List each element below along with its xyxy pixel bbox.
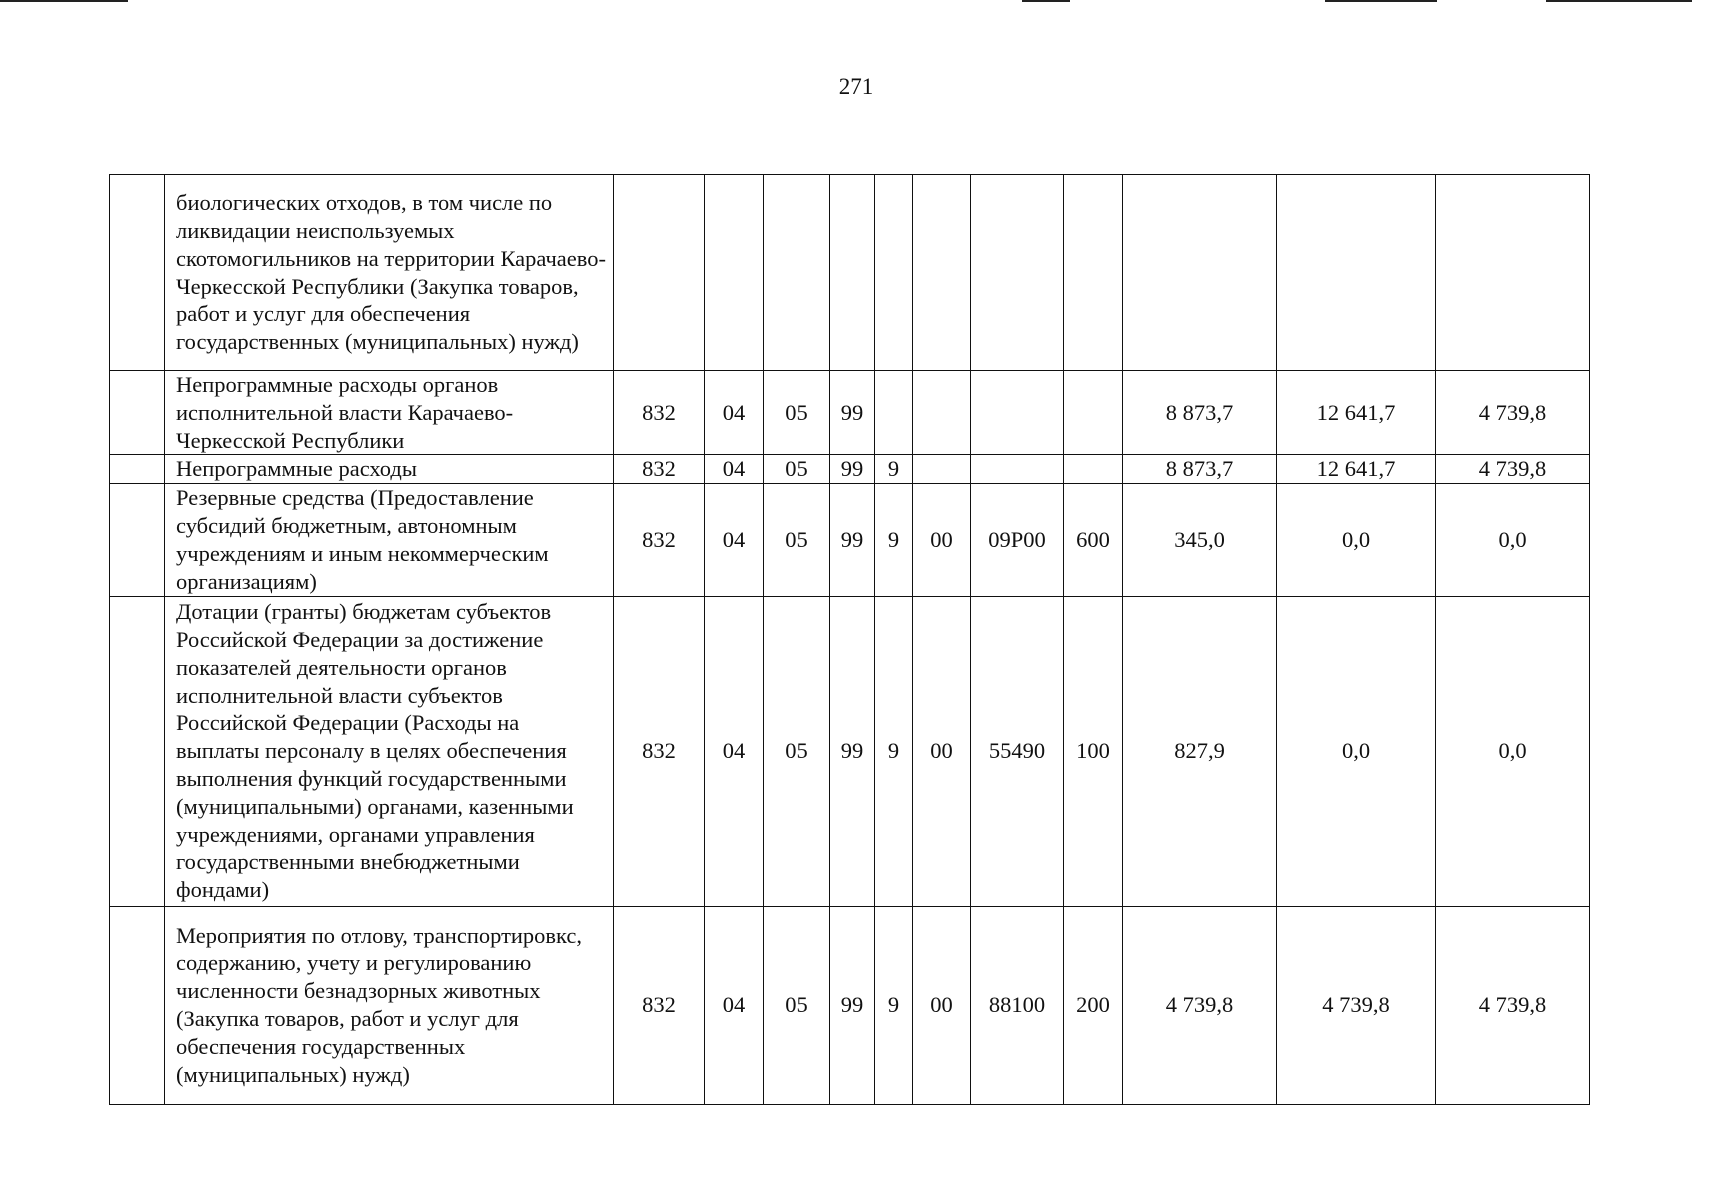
expense-type-cell: 600 xyxy=(1064,484,1123,596)
description-cell: Дотации (гранты) бюджетам субъектов Российской Федерации за достижение показателей деятельности органов исполнительной власти субъектов Российской Федерации (Расходы на выплаты персоналу в целях обеспечения выполнения функций государственными (муниципальными) органами, казенными учреждениями, органами управления государственными внебюджетными фондами) xyxy=(165,596,614,906)
direction-code-cell: 00 xyxy=(913,484,971,596)
year2-amount-cell xyxy=(1277,175,1436,371)
subprogram-code-cell: 9 xyxy=(875,455,913,484)
year3-amount-cell: 4 739,8 xyxy=(1436,906,1590,1104)
subsection-code-cell: 05 xyxy=(764,906,830,1104)
scan-edge-mark xyxy=(1325,0,1437,2)
subprogram-code-cell: 9 xyxy=(875,484,913,596)
subprogram-code-cell: 9 xyxy=(875,906,913,1104)
row-number-cell xyxy=(110,484,165,596)
year1-amount-cell xyxy=(1123,175,1277,371)
table-row xyxy=(110,371,1590,455)
year1-amount-cell: 827,9 xyxy=(1123,596,1277,906)
row-number-cell xyxy=(110,371,165,455)
section-code-cell: 04 xyxy=(705,906,764,1104)
year2-amount-cell: 12 641,7 xyxy=(1277,371,1436,455)
expense-type-cell: 100 xyxy=(1064,596,1123,906)
table-row xyxy=(110,906,1590,1104)
description-cell: Резервные средства (Предоставление субсидий бюджетным, автономным учреждениям и иным некоммерческим организациям) xyxy=(165,484,614,596)
section-code-cell xyxy=(705,175,764,371)
row-number-cell xyxy=(110,906,165,1104)
direction-code-cell: 00 xyxy=(913,596,971,906)
year1-amount-cell: 4 739,8 xyxy=(1123,906,1277,1104)
description-cell: Непрограммные расходы xyxy=(165,455,614,484)
section-code-cell: 04 xyxy=(705,596,764,906)
scan-edge-mark xyxy=(1022,0,1070,2)
ministry-code-cell xyxy=(614,175,705,371)
subprogram-code-cell xyxy=(875,175,913,371)
description-cell: Мероприятия по отлову, транспортировкс, содержанию, учету и регулированию численности безнадзорных животных (Закупка товаров, работ и услуг для обеспечения государственных (муниципальных) нужд) xyxy=(165,906,614,1104)
expense-type-cell: 200 xyxy=(1064,906,1123,1104)
table-row xyxy=(110,455,1590,484)
direction-code-cell xyxy=(913,455,971,484)
item-code-cell xyxy=(971,455,1064,484)
year3-amount-cell xyxy=(1436,175,1590,371)
budget-table xyxy=(109,174,1590,1105)
program-code-cell: 99 xyxy=(830,596,875,906)
year3-amount-cell: 0,0 xyxy=(1436,596,1590,906)
program-code-cell: 99 xyxy=(830,906,875,1104)
direction-code-cell xyxy=(913,371,971,455)
item-code-cell xyxy=(971,175,1064,371)
subsection-code-cell: 05 xyxy=(764,371,830,455)
description-cell: биологических отходов, в том числе по ликвидации неиспользуемых скотомогильников на территории Карачаево-Черкесской Республики (Закупка товаров, работ и услуг для обеспечения государственных (муниципальных) нужд) xyxy=(165,175,614,371)
subsection-code-cell: 05 xyxy=(764,484,830,596)
ministry-code-cell: 832 xyxy=(614,484,705,596)
item-code-cell: 09Р00 xyxy=(971,484,1064,596)
year1-amount-cell: 8 873,7 xyxy=(1123,455,1277,484)
row-number-cell xyxy=(110,455,165,484)
expense-type-cell xyxy=(1064,371,1123,455)
section-code-cell: 04 xyxy=(705,484,764,596)
scan-edge-mark xyxy=(0,0,128,2)
direction-code-cell xyxy=(913,175,971,371)
year2-amount-cell: 0,0 xyxy=(1277,596,1436,906)
program-code-cell: 99 xyxy=(830,455,875,484)
year3-amount-cell: 0,0 xyxy=(1436,484,1590,596)
year3-amount-cell: 4 739,8 xyxy=(1436,371,1590,455)
expense-type-cell xyxy=(1064,455,1123,484)
item-code-cell: 55490 xyxy=(971,596,1064,906)
item-code-cell: 88100 xyxy=(971,906,1064,1104)
ministry-code-cell: 832 xyxy=(614,596,705,906)
row-number-cell xyxy=(110,596,165,906)
subsection-code-cell xyxy=(764,175,830,371)
table-row xyxy=(110,175,1590,371)
ministry-code-cell: 832 xyxy=(614,906,705,1104)
description-cell: Непрограммные расходы органов исполнительной власти Карачаево-Черкесской Республики xyxy=(165,371,614,455)
table-row xyxy=(110,484,1590,596)
subsection-code-cell: 05 xyxy=(764,455,830,484)
year1-amount-cell: 8 873,7 xyxy=(1123,371,1277,455)
program-code-cell: 99 xyxy=(830,484,875,596)
scan-edge-mark xyxy=(1546,0,1692,2)
page-number: 271 xyxy=(838,74,874,99)
row-number-cell xyxy=(110,175,165,371)
year1-amount-cell: 345,0 xyxy=(1123,484,1277,596)
table-row xyxy=(110,596,1590,906)
subsection-code-cell: 05 xyxy=(764,596,830,906)
item-code-cell xyxy=(971,371,1064,455)
section-code-cell: 04 xyxy=(705,455,764,484)
program-code-cell xyxy=(830,175,875,371)
section-code-cell: 04 xyxy=(705,371,764,455)
ministry-code-cell: 832 xyxy=(614,371,705,455)
year2-amount-cell: 12 641,7 xyxy=(1277,455,1436,484)
ministry-code-cell: 832 xyxy=(614,455,705,484)
year2-amount-cell: 0,0 xyxy=(1277,484,1436,596)
program-code-cell: 99 xyxy=(830,371,875,455)
year2-amount-cell: 4 739,8 xyxy=(1277,906,1436,1104)
subprogram-code-cell: 9 xyxy=(875,596,913,906)
expense-type-cell xyxy=(1064,175,1123,371)
year3-amount-cell: 4 739,8 xyxy=(1436,455,1590,484)
direction-code-cell: 00 xyxy=(913,906,971,1104)
subprogram-code-cell xyxy=(875,371,913,455)
